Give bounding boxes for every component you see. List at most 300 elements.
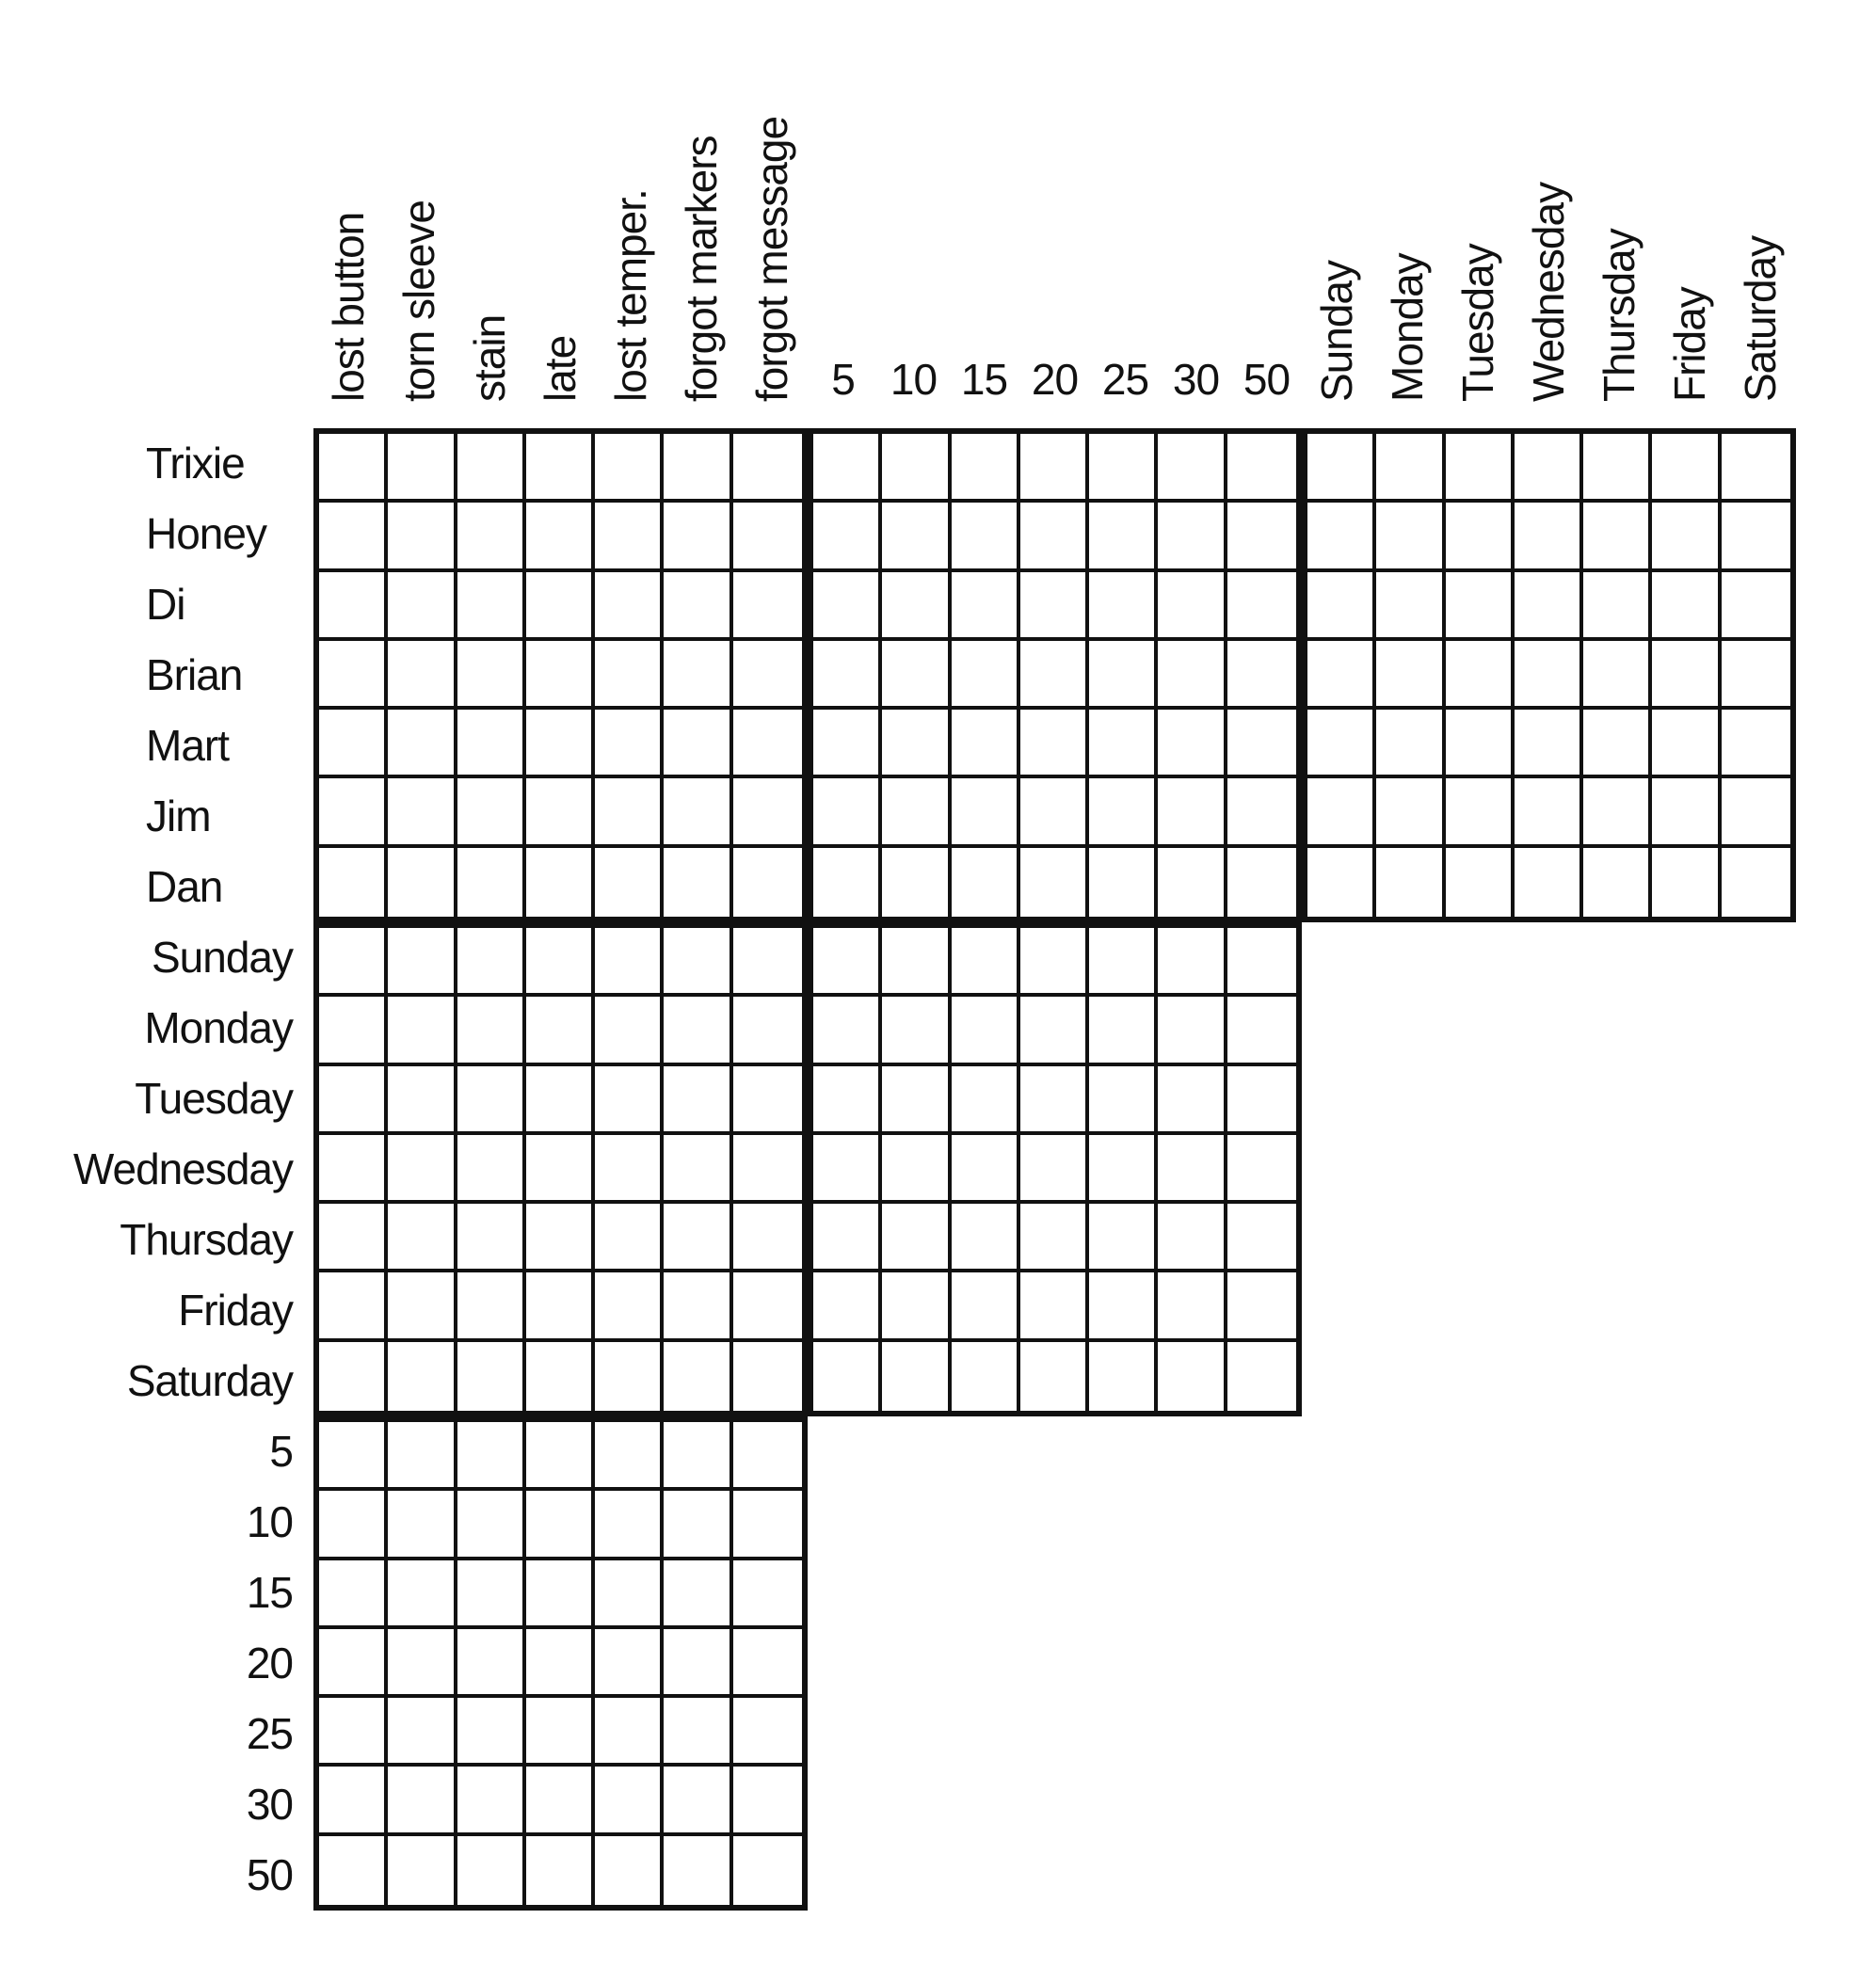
grid-cell[interactable]	[388, 1560, 457, 1629]
grid-cell[interactable]	[457, 1629, 526, 1698]
grid-cell[interactable]	[526, 641, 595, 710]
grid-cell[interactable]	[457, 997, 526, 1065]
grid-cell[interactable]	[1722, 710, 1790, 778]
grid-cell[interactable]	[595, 1342, 664, 1411]
grid-cell[interactable]	[526, 1342, 595, 1411]
grid-cell[interactable]	[457, 710, 526, 778]
grid-cell[interactable]	[1583, 848, 1652, 917]
grid-cell[interactable]	[319, 572, 388, 641]
grid-cell[interactable]	[1307, 778, 1376, 847]
grid-cell[interactable]	[952, 503, 1020, 571]
grid-cell[interactable]	[952, 434, 1020, 503]
grid-cell[interactable]	[595, 1066, 664, 1135]
grid-cell[interactable]	[1446, 710, 1515, 778]
grid-cell[interactable]	[664, 434, 732, 503]
grid-cell[interactable]	[1020, 641, 1089, 710]
grid-cell[interactable]	[664, 1342, 732, 1411]
grid-cell[interactable]	[457, 848, 526, 917]
grid-cell[interactable]	[733, 1560, 802, 1629]
grid-cell[interactable]	[1376, 503, 1445, 571]
grid-cell[interactable]	[1089, 710, 1158, 778]
grid-cell[interactable]	[1158, 997, 1227, 1065]
grid-cell[interactable]	[952, 928, 1020, 997]
grid-cell[interactable]	[457, 434, 526, 503]
grid-cell[interactable]	[664, 1767, 732, 1835]
grid-cell[interactable]	[1227, 434, 1296, 503]
grid-cell[interactable]	[526, 848, 595, 917]
grid-cell[interactable]	[457, 641, 526, 710]
grid-cell[interactable]	[526, 572, 595, 641]
grid-cell[interactable]	[1089, 641, 1158, 710]
grid-cell[interactable]	[1089, 1135, 1158, 1204]
grid-cell[interactable]	[1020, 997, 1089, 1065]
grid-cell[interactable]	[952, 848, 1020, 917]
grid-cell[interactable]	[526, 1272, 595, 1341]
grid-cell[interactable]	[1089, 434, 1158, 503]
grid-cell[interactable]	[733, 1491, 802, 1559]
grid-cell[interactable]	[319, 434, 388, 503]
grid-cell[interactable]	[388, 572, 457, 641]
grid-cell[interactable]	[813, 1066, 882, 1135]
grid-cell[interactable]	[1227, 928, 1296, 997]
grid-cell[interactable]	[813, 778, 882, 847]
grid-cell[interactable]	[526, 1204, 595, 1272]
row-header-days: Thursday	[120, 1215, 293, 1264]
grid-cell[interactable]	[1376, 641, 1445, 710]
grid-cell[interactable]	[388, 641, 457, 710]
grid-cell[interactable]	[595, 1422, 664, 1491]
grid-cell[interactable]	[319, 1491, 388, 1559]
grid-cell[interactable]	[952, 778, 1020, 847]
grid-cell[interactable]	[457, 1491, 526, 1559]
grid-cell[interactable]	[952, 997, 1020, 1065]
grid-cell[interactable]	[664, 1560, 732, 1629]
grid-cell[interactable]	[882, 1342, 951, 1411]
grid-cell[interactable]	[733, 641, 802, 710]
grid-cell[interactable]	[733, 1836, 802, 1905]
grid-cell[interactable]	[595, 997, 664, 1065]
grid-cell[interactable]	[457, 1204, 526, 1272]
grid-cell[interactable]	[882, 1204, 951, 1272]
grid-cell[interactable]	[733, 1066, 802, 1135]
grid-cell[interactable]	[1227, 641, 1296, 710]
grid-cell[interactable]	[733, 1342, 802, 1411]
grid-cell[interactable]	[1446, 572, 1515, 641]
grid-cell[interactable]	[664, 928, 732, 997]
grid-cell[interactable]	[526, 928, 595, 997]
grid-cell[interactable]	[1227, 503, 1296, 571]
grid-cell[interactable]	[664, 710, 732, 778]
grid-cell[interactable]	[595, 1135, 664, 1204]
grid-cell[interactable]	[1227, 1342, 1296, 1411]
grid-cell[interactable]	[1158, 778, 1227, 847]
grid-cell[interactable]	[1515, 848, 1583, 917]
grid-cell[interactable]	[733, 1629, 802, 1698]
grid-cell[interactable]	[733, 928, 802, 997]
grid-cell[interactable]	[457, 572, 526, 641]
grid-cell[interactable]	[1307, 848, 1376, 917]
grid-cell[interactable]	[664, 1698, 732, 1767]
grid-cell[interactable]	[1227, 1272, 1296, 1341]
grid-cell[interactable]	[526, 1066, 595, 1135]
grid-cell[interactable]	[664, 1066, 732, 1135]
grid-cell[interactable]	[1515, 572, 1583, 641]
grid-cell[interactable]	[388, 434, 457, 503]
grid-cell[interactable]	[595, 434, 664, 503]
grid-cell[interactable]	[882, 848, 951, 917]
grid-cell[interactable]	[319, 997, 388, 1065]
grid-cell[interactable]	[595, 1491, 664, 1559]
grid-cell[interactable]	[1089, 778, 1158, 847]
grid-cell[interactable]	[952, 1272, 1020, 1341]
grid-cell[interactable]	[1652, 434, 1721, 503]
grid-cell[interactable]	[388, 997, 457, 1065]
grid-cell[interactable]	[319, 710, 388, 778]
grid-cell[interactable]	[1158, 928, 1227, 997]
grid-cell[interactable]	[526, 997, 595, 1065]
grid-cell[interactable]	[1515, 778, 1583, 847]
grid-cell[interactable]	[1020, 778, 1089, 847]
grid-cell[interactable]	[319, 1698, 388, 1767]
grid-cell[interactable]	[882, 1066, 951, 1135]
grid-cell[interactable]	[1020, 710, 1089, 778]
grid-cell[interactable]	[882, 434, 951, 503]
grid-cell[interactable]	[952, 572, 1020, 641]
grid-cell[interactable]	[595, 503, 664, 571]
grid-cell[interactable]	[1227, 572, 1296, 641]
grid-cell[interactable]	[664, 1491, 732, 1559]
grid-cell[interactable]	[457, 1066, 526, 1135]
grid-cell[interactable]	[1227, 778, 1296, 847]
grid-cell[interactable]	[664, 1204, 732, 1272]
grid-cell[interactable]	[388, 503, 457, 571]
grid-cell[interactable]	[388, 710, 457, 778]
grid-cell[interactable]	[1722, 641, 1790, 710]
grid-cell[interactable]	[595, 1272, 664, 1341]
grid-cell[interactable]	[952, 641, 1020, 710]
grid-cell[interactable]	[1089, 1066, 1158, 1135]
grid-cell[interactable]	[457, 1767, 526, 1835]
grid-cell[interactable]	[1722, 434, 1790, 503]
grid-cell[interactable]	[319, 1767, 388, 1835]
grid-cell[interactable]	[1307, 503, 1376, 571]
grid-cell[interactable]	[388, 1135, 457, 1204]
grid-cell[interactable]	[1158, 1066, 1227, 1135]
grid-cell[interactable]	[1515, 434, 1583, 503]
grid-cell[interactable]	[1376, 848, 1445, 917]
grid-cell[interactable]	[1307, 572, 1376, 641]
grid-cell[interactable]	[595, 1836, 664, 1905]
grid-cell[interactable]	[1089, 503, 1158, 571]
grid-cell[interactable]	[882, 710, 951, 778]
grid-cell[interactable]	[1722, 778, 1790, 847]
grid-cell[interactable]	[664, 997, 732, 1065]
grid-cell[interactable]	[813, 572, 882, 641]
grid-cell[interactable]	[1376, 434, 1445, 503]
grid-cell[interactable]	[388, 1491, 457, 1559]
grid-cell[interactable]	[952, 1135, 1020, 1204]
grid-cell[interactable]	[1020, 434, 1089, 503]
grid-cell[interactable]	[319, 641, 388, 710]
grid-cell[interactable]	[1376, 572, 1445, 641]
grid-cell[interactable]	[1722, 503, 1790, 571]
grid-cell[interactable]	[1515, 641, 1583, 710]
grid-cell[interactable]	[882, 503, 951, 571]
grid-cell[interactable]	[813, 1272, 882, 1341]
grid-cell[interactable]	[1089, 848, 1158, 917]
grid-cell[interactable]	[813, 434, 882, 503]
grid-cell[interactable]	[1020, 572, 1089, 641]
grid-cell[interactable]	[1376, 710, 1445, 778]
grid-cell[interactable]	[664, 572, 732, 641]
grid-cell[interactable]	[457, 1560, 526, 1629]
grid-cell[interactable]	[733, 572, 802, 641]
grid-cell[interactable]	[1446, 641, 1515, 710]
grid-cell[interactable]	[388, 928, 457, 997]
grid-cell[interactable]	[1446, 848, 1515, 917]
grid-cell[interactable]	[1583, 641, 1652, 710]
grid-cell[interactable]	[319, 1066, 388, 1135]
grid-cell[interactable]	[526, 1767, 595, 1835]
grid-cell[interactable]	[319, 778, 388, 847]
grid-cell[interactable]	[813, 503, 882, 571]
grid-cell[interactable]	[1583, 434, 1652, 503]
grid-cell[interactable]	[1089, 1204, 1158, 1272]
grid-cell[interactable]	[1158, 641, 1227, 710]
grid-cell[interactable]	[882, 1135, 951, 1204]
row-header-amounts: 30	[246, 1780, 293, 1829]
grid-cell[interactable]	[813, 997, 882, 1065]
grid-cell[interactable]	[457, 928, 526, 997]
grid-cell[interactable]	[1020, 1272, 1089, 1341]
grid-cell[interactable]	[1652, 503, 1721, 571]
grid-cell[interactable]	[1020, 503, 1089, 571]
grid-cell[interactable]	[457, 778, 526, 847]
grid-cell[interactable]	[733, 848, 802, 917]
grid-cell[interactable]	[813, 848, 882, 917]
grid-cell[interactable]	[526, 1422, 595, 1491]
grid-cell[interactable]	[1227, 710, 1296, 778]
grid-cell[interactable]	[1652, 641, 1721, 710]
grid-cell[interactable]	[733, 1767, 802, 1835]
grid-cell[interactable]	[733, 1135, 802, 1204]
grid-cell[interactable]	[664, 641, 732, 710]
grid-cell[interactable]	[388, 1422, 457, 1491]
grid-cell[interactable]	[1089, 1342, 1158, 1411]
grid-cell[interactable]	[1515, 710, 1583, 778]
grid-cell[interactable]	[1307, 434, 1376, 503]
grid-cell[interactable]	[733, 503, 802, 571]
grid-cell[interactable]	[1515, 503, 1583, 571]
grid-cell[interactable]	[595, 641, 664, 710]
grid-cell[interactable]	[1446, 434, 1515, 503]
grid-cell[interactable]	[1307, 710, 1376, 778]
grid-cell[interactable]	[733, 1204, 802, 1272]
grid-cell[interactable]	[457, 1135, 526, 1204]
grid-cell[interactable]	[526, 434, 595, 503]
grid-cell[interactable]	[952, 1204, 1020, 1272]
grid-cell[interactable]	[664, 1629, 732, 1698]
grid-cell[interactable]	[1307, 641, 1376, 710]
grid-cell[interactable]	[526, 1836, 595, 1905]
grid-cell[interactable]	[813, 1135, 882, 1204]
grid-cell[interactable]	[1020, 1135, 1089, 1204]
grid-cell[interactable]	[526, 778, 595, 847]
grid-cell[interactable]	[664, 1836, 732, 1905]
grid-cell[interactable]	[1227, 997, 1296, 1065]
grid-cell[interactable]	[595, 848, 664, 917]
grid-cell[interactable]	[664, 1422, 732, 1491]
grid-cell[interactable]	[733, 710, 802, 778]
grid-cell[interactable]	[388, 1836, 457, 1905]
grid-cell[interactable]	[595, 1204, 664, 1272]
grid-cell[interactable]	[1227, 1066, 1296, 1135]
grid-cell[interactable]	[664, 778, 732, 847]
grid-cell[interactable]	[595, 1767, 664, 1835]
grid-cell[interactable]	[1583, 710, 1652, 778]
grid-cell[interactable]	[388, 1272, 457, 1341]
grid-cell[interactable]	[1158, 434, 1227, 503]
grid-cell[interactable]	[1652, 848, 1721, 917]
grid-cell[interactable]	[952, 1066, 1020, 1135]
grid-cell[interactable]	[1020, 848, 1089, 917]
grid-cell[interactable]	[388, 1629, 457, 1698]
grid-cell[interactable]	[526, 1135, 595, 1204]
grid-cell[interactable]	[595, 1560, 664, 1629]
column-header-days: Tuesday	[1453, 244, 1502, 402]
row-header-days: Wednesday	[72, 1144, 293, 1193]
grid-cell[interactable]	[1158, 1204, 1227, 1272]
grid-cell[interactable]	[388, 778, 457, 847]
grid-cell[interactable]	[882, 928, 951, 997]
grid-cell[interactable]	[319, 503, 388, 571]
grid-cell[interactable]	[319, 1422, 388, 1491]
grid-cell[interactable]	[882, 641, 951, 710]
grid-cell[interactable]	[595, 572, 664, 641]
grid-cell[interactable]	[457, 1698, 526, 1767]
grid-cell[interactable]	[526, 1491, 595, 1559]
grid-cell[interactable]	[388, 1342, 457, 1411]
grid-cell[interactable]	[388, 1767, 457, 1835]
grid-cell[interactable]	[1089, 1272, 1158, 1341]
grid-cell[interactable]	[319, 1836, 388, 1905]
grid-cell[interactable]	[526, 1698, 595, 1767]
grid-cell[interactable]	[813, 1204, 882, 1272]
grid-cell[interactable]	[882, 572, 951, 641]
grid-cell[interactable]	[1722, 848, 1790, 917]
grid-cell[interactable]	[1722, 572, 1790, 641]
grid-cell[interactable]	[457, 1836, 526, 1905]
grid-cell[interactable]	[952, 710, 1020, 778]
grid-cell[interactable]	[319, 1272, 388, 1341]
grid-cell[interactable]	[882, 1272, 951, 1341]
grid-cell[interactable]	[1158, 710, 1227, 778]
grid-cell[interactable]	[664, 1135, 732, 1204]
grid-cell[interactable]	[733, 434, 802, 503]
grid-cell[interactable]	[1227, 1135, 1296, 1204]
row-header-names: Mart	[146, 721, 229, 770]
grid-cell[interactable]	[457, 1272, 526, 1341]
grid-cell[interactable]	[1020, 928, 1089, 997]
grid-cell[interactable]	[457, 1422, 526, 1491]
grid-cell[interactable]	[1583, 503, 1652, 571]
grid-cell[interactable]	[882, 997, 951, 1065]
grid-cell[interactable]	[733, 997, 802, 1065]
grid-cell[interactable]	[526, 1629, 595, 1698]
grid-cell[interactable]	[664, 503, 732, 571]
grid-cell[interactable]	[457, 503, 526, 571]
grid-cell[interactable]	[526, 1560, 595, 1629]
grid-cell[interactable]	[1020, 1066, 1089, 1135]
grid-cell[interactable]	[1158, 572, 1227, 641]
grid-cell[interactable]	[1089, 572, 1158, 641]
grid-cell[interactable]	[882, 778, 951, 847]
grid-cell[interactable]	[1089, 997, 1158, 1065]
grid-cell[interactable]	[733, 1422, 802, 1491]
grid-cell[interactable]	[1376, 778, 1445, 847]
grid-cell[interactable]	[388, 848, 457, 917]
grid-cell[interactable]	[733, 1698, 802, 1767]
grid-cell[interactable]	[952, 1342, 1020, 1411]
grid-cell[interactable]	[526, 710, 595, 778]
grid-cell[interactable]	[1583, 778, 1652, 847]
grid-cell[interactable]	[388, 1698, 457, 1767]
grid-cell[interactable]	[813, 641, 882, 710]
grid-cell[interactable]	[813, 710, 882, 778]
grid-cell[interactable]	[664, 848, 732, 917]
grid-cell[interactable]	[1446, 778, 1515, 847]
grid-cell[interactable]	[733, 1272, 802, 1341]
grid-cell[interactable]	[319, 928, 388, 997]
grid-cell[interactable]	[319, 1342, 388, 1411]
grid-cell[interactable]	[1227, 1204, 1296, 1272]
grid-cell[interactable]	[1158, 503, 1227, 571]
grid-cell[interactable]	[1583, 572, 1652, 641]
grid-cell[interactable]	[595, 928, 664, 997]
grid-cell[interactable]	[319, 1135, 388, 1204]
grid-cell[interactable]	[319, 1560, 388, 1629]
grid-cell[interactable]	[813, 1342, 882, 1411]
grid-cell[interactable]	[1652, 778, 1721, 847]
grid-block-names-incidents	[313, 428, 808, 922]
grid-cell[interactable]	[319, 848, 388, 917]
grid-cell[interactable]	[595, 778, 664, 847]
grid-cell[interactable]	[388, 1204, 457, 1272]
grid-cell[interactable]	[595, 1698, 664, 1767]
grid-cell[interactable]	[664, 1272, 732, 1341]
grid-cell[interactable]	[388, 1066, 457, 1135]
grid-cell[interactable]	[595, 710, 664, 778]
grid-cell[interactable]	[1652, 710, 1721, 778]
grid-cell[interactable]	[319, 1204, 388, 1272]
grid-cell[interactable]	[526, 503, 595, 571]
grid-cell[interactable]	[1089, 928, 1158, 997]
grid-cell[interactable]	[1158, 1272, 1227, 1341]
grid-cell[interactable]	[595, 1629, 664, 1698]
grid-cell[interactable]	[1446, 503, 1515, 571]
grid-cell[interactable]	[813, 928, 882, 997]
grid-cell[interactable]	[733, 778, 802, 847]
grid-cell[interactable]	[1020, 1342, 1089, 1411]
grid-cell[interactable]	[1158, 1135, 1227, 1204]
grid-cell[interactable]	[1227, 848, 1296, 917]
grid-cell[interactable]	[319, 1629, 388, 1698]
grid-cell[interactable]	[1652, 572, 1721, 641]
grid-cell[interactable]	[1158, 1342, 1227, 1411]
grid-cell[interactable]	[1158, 848, 1227, 917]
grid-cell[interactable]	[1020, 1204, 1089, 1272]
grid-cell[interactable]	[457, 1342, 526, 1411]
